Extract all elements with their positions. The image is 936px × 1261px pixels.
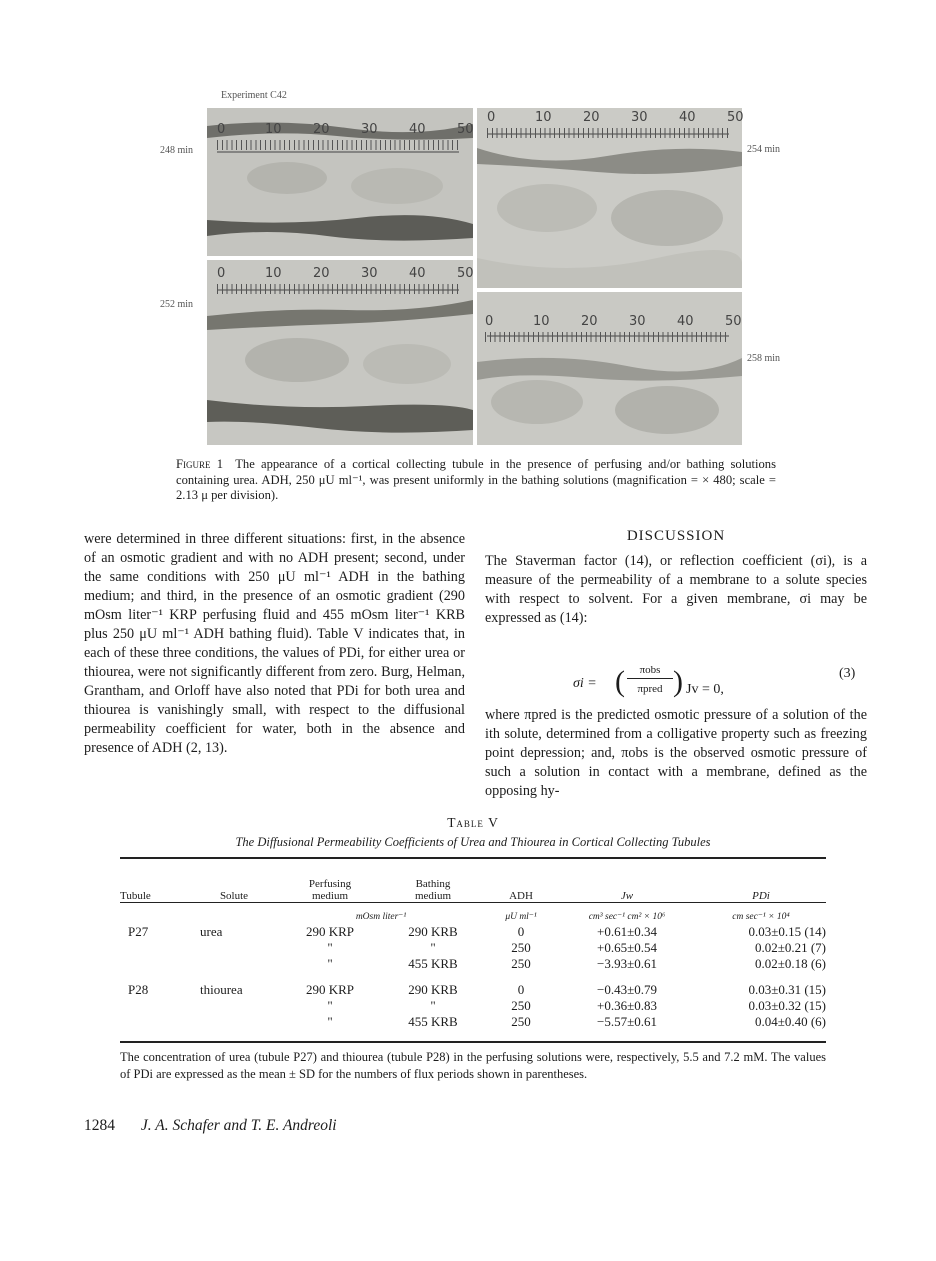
- scale-tick-label: 10: [265, 122, 282, 137]
- table-row: [120, 924, 826, 940]
- table-cell: 290 KRP: [305, 982, 355, 997]
- equation-paren-close: ): [673, 665, 683, 698]
- scale-ruler: [217, 140, 459, 150]
- scale-tick-label: 0: [487, 110, 496, 125]
- table-note: The concentration of urea (tubule P27) and thiourea (tubule P28) in the perfusing solutions were, respectively, 5.5 and 7.2 mM. The values of PDi are expressed as the mean ± SD for the numbers of flux periods shown in parentheses.: [120, 1050, 826, 1081]
- table-cell: 0.03±0.31 (15): [748, 982, 826, 997]
- table-header-row: [120, 858, 826, 902]
- scale-tick-label: 0: [217, 122, 226, 137]
- table-cell: [190, 1014, 278, 1030]
- scale-tick-label: 40: [677, 314, 694, 329]
- experiment-label: Experiment C42: [221, 90, 287, 101]
- table-cell: [120, 1014, 190, 1030]
- figure-caption-text: The appearance of a cortical collecting tubule in the presence of perfusing and/or bathing solutions containing urea. ADH, 250 μU ml⁻¹, was present uniformly in the bathing solutions (magnification = × 480; scale = 2.13 μ per division).: [176, 457, 776, 502]
- micrograph-panel-258: [477, 292, 742, 445]
- page-footer: [84, 1117, 337, 1135]
- scale-tick-label: 40: [679, 110, 696, 125]
- running-authors: J. A. Schafer and T. E. Andreoli: [140, 1117, 337, 1134]
- table-row: [120, 956, 826, 972]
- header-jw: Jw: [620, 890, 634, 902]
- header-tubule: Tubule: [120, 890, 151, 902]
- table-cell: ": [327, 1014, 333, 1029]
- unit-adh: μU ml⁻¹: [505, 912, 537, 922]
- table-subtitle: The Diffusional Permeability Coefficients of Urea and Thiourea in Cortical Collecting Tubules: [235, 835, 711, 849]
- table-row: [120, 972, 826, 998]
- unit-jw: cm³ sec⁻¹ cm² × 10⁶: [588, 912, 666, 922]
- body-text-left: were determined in three different situations: first, in the absence of an osmotic gradient and with no ADH present; second, under the same conditions with 250 μU ml⁻¹ ADH in the bathing medium; and third, in the presence of an osmotic gradient (290 mOsm liter⁻¹ KRP perfusing fluid and 455 mOsm liter⁻¹ KRB plus 250 μU ml⁻¹ ADH bathing fluid). Table V indicates that, in each of these three conditions, the values of PDi, for either urea or thiourea, were not significantly different from zero. Burg, Helman, Grantham, and Orloff have also noted that PDi for both urea and thiourea is vanishingly small, with respect to the diffusional permeability coefficient for water, both in the absence and presence of ADH (2, 13).: [84, 531, 465, 756]
- table-cell: −0.43±0.79: [597, 982, 657, 997]
- header-pdi: PDi: [752, 890, 770, 902]
- table-cell: 0.03±0.15 (14): [748, 924, 826, 939]
- scale-tick-label: 20: [581, 314, 598, 329]
- table-cell: +0.61±0.34: [597, 924, 657, 939]
- equation-lhs: σi =: [573, 676, 597, 691]
- scale-tick-label: 10: [265, 266, 282, 281]
- table-cell: 0.02±0.21 (7): [754, 940, 826, 955]
- table-cell: [190, 940, 278, 956]
- scale-tick-label: 0: [485, 314, 494, 329]
- scale-tick-label: 30: [631, 110, 648, 125]
- scale-ruler: [487, 128, 729, 138]
- scale-tick-label: 20: [313, 122, 330, 137]
- table-cell: 0: [517, 982, 525, 997]
- table-cell: thiourea: [200, 982, 243, 997]
- table-title: Table V: [447, 815, 499, 830]
- time-label-252: 252 min: [160, 299, 194, 310]
- table-cell: ": [430, 940, 436, 955]
- table-cell: ": [327, 940, 333, 955]
- table-cell: P27: [128, 924, 149, 939]
- scale-tick-label: 10: [535, 110, 552, 125]
- scale-tick-label: 50: [457, 266, 474, 281]
- page-number: 1284: [84, 1117, 115, 1134]
- table-cell: 0.02±0.18 (6): [754, 956, 826, 971]
- table-units-row: [120, 902, 826, 924]
- scale-tick-label: 30: [361, 122, 378, 137]
- table-cell: 290 KRP: [305, 924, 355, 939]
- table-cell: ": [327, 998, 333, 1013]
- table-cell: 250: [511, 998, 531, 1013]
- table-cell: 290 KRB: [408, 982, 458, 997]
- scale-tick-label: 10: [533, 314, 550, 329]
- discussion-para-2: where πpred is the predicted osmotic pressure of a solution of the ith solute, determined from a colligative property such as freezing point depression; and, πobs is the observed osmotic pressure of such a solution in contact with a membrane, defined as the opposing hy-: [485, 707, 867, 799]
- scale-tick-label: 50: [727, 110, 744, 125]
- table-bottom-rule: [120, 1041, 826, 1043]
- table-cell: [120, 956, 190, 972]
- header-solute: Solute: [219, 890, 249, 902]
- unit-mosm: mOsm liter⁻¹: [355, 912, 407, 922]
- equation-denominator: πpred: [637, 683, 663, 695]
- equation-numerator: πobs: [627, 664, 673, 679]
- table-row: [120, 940, 826, 956]
- table-cell: +0.65±0.54: [597, 940, 657, 955]
- table-cell: [190, 956, 278, 972]
- figure-caption: [176, 457, 776, 504]
- header-adh: ADH: [509, 890, 533, 902]
- table-cell: 455 KRB: [408, 1014, 458, 1029]
- table-cell: 250: [511, 1014, 531, 1029]
- table-row: [120, 1014, 826, 1030]
- table-cell: 290 KRB: [408, 924, 458, 939]
- table-cell: urea: [200, 924, 223, 939]
- data-table: [120, 858, 826, 1030]
- scale-tick-label: 30: [629, 314, 646, 329]
- equation-3: [485, 662, 867, 706]
- table-cell: 455 KRB: [408, 956, 458, 971]
- micrograph-258-image: [477, 292, 742, 445]
- figure-caption-label: Figure 1: [176, 457, 224, 471]
- scale-tick-label: 30: [361, 266, 378, 281]
- table-cell: −5.57±0.61: [597, 1014, 657, 1029]
- table-cell: 0: [517, 924, 525, 939]
- table-cell: 0.03±0.32 (15): [748, 998, 826, 1013]
- table-row: [120, 998, 826, 1014]
- scale-tick-label: 40: [409, 122, 426, 137]
- table-cell: ": [430, 998, 436, 1013]
- header-bathing: Bathing medium: [414, 878, 452, 902]
- scale-tick-label: 20: [313, 266, 330, 281]
- header-perfusing: Perfusing medium: [308, 878, 352, 902]
- discussion-para-1: The Staverman factor (14), or reflection coefficient (σi), is a measure of the permeability of a membrane to a solute species with respect to solvent. For a given membrane, σi may be expressed as (14):: [485, 553, 867, 626]
- equation-rhs: Jv = 0,: [686, 682, 724, 697]
- scale-ruler: [485, 332, 727, 342]
- table-cell: [120, 998, 190, 1014]
- table-cell: 0.04±0.40 (6): [754, 1014, 826, 1029]
- scale-tick-label: 20: [583, 110, 600, 125]
- scale-tick-label: 40: [409, 266, 426, 281]
- equation-number: (3): [839, 666, 856, 681]
- table-cell: [190, 998, 278, 1014]
- equation-paren-open: (: [615, 665, 625, 698]
- table-cell: ": [327, 956, 333, 971]
- time-label-248: 248 min: [160, 145, 194, 156]
- unit-pdi: cm sec⁻¹ × 10⁴: [732, 912, 790, 922]
- scale-tick-label: 0: [217, 266, 226, 281]
- discussion-heading: DISCUSSION: [626, 528, 726, 544]
- table-cell: P28: [128, 982, 149, 997]
- table-cell: +0.36±0.83: [597, 998, 657, 1013]
- time-label-254: 254 min: [747, 144, 781, 155]
- scale-ruler: [217, 284, 459, 294]
- table-cell: −3.93±0.61: [597, 956, 657, 971]
- micrograph-248-image: [207, 108, 473, 256]
- micrograph-panel-248: [207, 108, 473, 256]
- table-cell: 250: [511, 956, 531, 971]
- table-cell: [120, 940, 190, 956]
- scale-tick-label: 50: [457, 122, 474, 137]
- time-label-258: 258 min: [747, 353, 781, 364]
- scale-tick-label: 50: [725, 314, 742, 329]
- table-cell: 250: [511, 940, 531, 955]
